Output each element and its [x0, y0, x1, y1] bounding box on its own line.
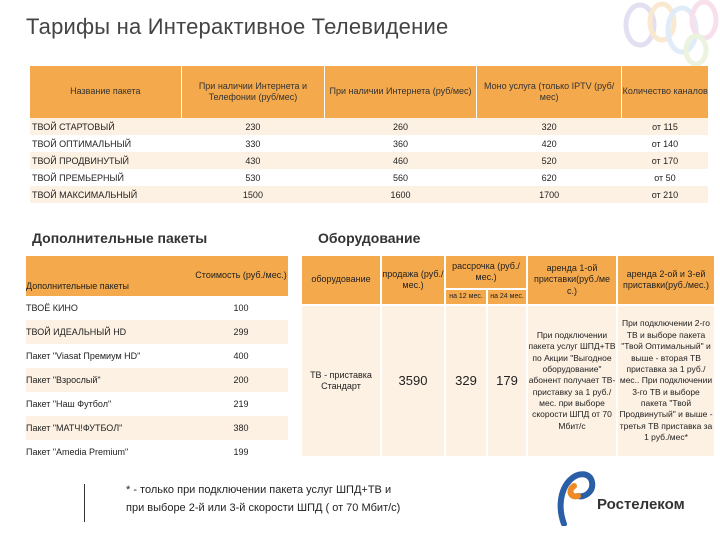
eq-header-12: на 12 мес. — [446, 290, 486, 304]
decorative-rings — [600, 0, 720, 70]
extra-name: Пакет "Amedia Premium" — [26, 440, 194, 464]
price-cell: 430 — [181, 152, 325, 169]
table-row — [26, 416, 288, 440]
extra-price: 400 — [194, 344, 288, 368]
table-row — [30, 169, 708, 186]
channels-cell: от 210 — [622, 186, 708, 203]
col-extra-name: Дополнительные пакеты — [26, 256, 194, 296]
extras-header-row — [26, 256, 288, 296]
package-name: ТВОЙ ПРЕМЬЕРНЫЙ — [30, 169, 181, 186]
table-row — [26, 392, 288, 416]
rostelecom-logo-icon — [556, 468, 596, 526]
price-cell: 560 — [325, 169, 477, 186]
table-row — [26, 344, 288, 368]
extra-name: Пакет "Наш Футбол" — [26, 392, 194, 416]
footnote-line-1: * - только при подключении пакета услуг ШПД+ТВ и — [126, 484, 392, 496]
price-cell: 530 — [181, 169, 325, 186]
table-row — [30, 118, 708, 135]
extra-price: 299 — [194, 320, 288, 344]
col-extra-price: Стоимость (руб./мес.) — [194, 256, 288, 296]
divider — [84, 484, 85, 522]
price-cell: 1600 — [325, 186, 477, 203]
price-cell: 230 — [181, 118, 325, 135]
channels-cell: от 140 — [622, 135, 708, 152]
channels-cell: от 115 — [622, 118, 708, 135]
col-mono: Моно услуга (только IPTV (руб/мес) — [476, 66, 622, 118]
eq-inst-12: 329 — [446, 306, 486, 456]
price-cell: 1700 — [476, 186, 622, 203]
package-name: ТВОЙ СТАРТОВЫЙ — [30, 118, 181, 135]
eq-header-installment: рассрочка (руб./мес.) — [446, 256, 526, 288]
price-cell: 260 — [325, 118, 477, 135]
extra-name: ТВОЙ ИДЕАЛЬНЫЙ HD — [26, 320, 194, 344]
price-cell: 360 — [325, 135, 477, 152]
price-cell: 520 — [476, 152, 622, 169]
package-name: ТВОЙ МАКСИМАЛЬНЫЙ — [30, 186, 181, 203]
table-row — [30, 135, 708, 152]
eq-header-rent1: аренда 1-ой приставки(руб./ме с.) — [528, 256, 616, 304]
package-name: ТВОЙ ОПТИМАЛЬНЫЙ — [30, 135, 181, 152]
equipment-heading: Оборудование — [318, 230, 421, 246]
col-package-name: Название пакета — [30, 66, 181, 118]
eq-sale: 3590 — [382, 306, 444, 456]
extra-name: Пакет "МАТЧ!ФУТБОЛ" — [26, 416, 194, 440]
eq-header-24: на 24 мес. — [488, 290, 526, 304]
price-cell: 620 — [476, 169, 622, 186]
table-row — [30, 152, 708, 169]
table-row — [30, 186, 708, 203]
table-row — [26, 368, 288, 392]
table-row — [26, 440, 288, 464]
tariff-table — [30, 66, 708, 203]
eq-header-rent23: аренда 2-ой и 3-ей приставки(руб./мес.) — [618, 256, 714, 304]
package-name: ТВОЙ ПРОДВИНУТЫЙ — [30, 152, 181, 169]
extra-price: 219 — [194, 392, 288, 416]
extra-name: Пакет "Viasat Премиум HD" — [26, 344, 194, 368]
extras-heading: Дополнительные пакеты — [32, 230, 208, 246]
page-title: Тарифы на Интерактивное Телевидение — [26, 14, 449, 39]
brand-name: Ростелеком — [597, 496, 685, 513]
footnote — [126, 482, 400, 517]
price-cell: 1500 — [181, 186, 325, 203]
price-cell: 320 — [476, 118, 622, 135]
price-cell: 330 — [181, 135, 325, 152]
table-row — [26, 320, 288, 344]
eq-rent23: При подключении 2-го ТВ и выборе пакета "Твой Оптимальный" и выше - вторая ТВ приставка за 1 руб./мес.. При подключении 3-го ТВ и выборе пакета "Твой Продвинутый" и выше - третья ТВ приставка за 1 руб./мес* — [618, 306, 714, 456]
col-internet: При наличии Интернета (руб/мес) — [325, 66, 477, 118]
eq-device: ТВ - приставка Стандарт — [302, 306, 380, 456]
col-channels: Количество каналов — [622, 66, 708, 118]
eq-inst-24: 179 — [488, 306, 526, 456]
footnote-line-2: при выборе 2-й или 3-й скорости ШПД ( от 70 Мбит/с) — [126, 501, 401, 514]
extra-price: 380 — [194, 416, 288, 440]
tariff-header-row — [30, 66, 708, 118]
eq-rent1: При подключении пакета услуг ШПД+ТВ по Акции "Выгодное оборудование" абонент получает ТВ-приставку за 1 руб./мес. при выборе скорости ШПД от 70 Мбит/с — [528, 306, 616, 456]
extras-table — [26, 256, 288, 464]
channels-cell: от 50 — [622, 169, 708, 186]
table-row — [26, 296, 288, 320]
price-cell: 460 — [325, 152, 477, 169]
col-internet-phone: При наличии Интернета и Телефонии (руб/мес) — [181, 66, 325, 118]
price-cell: 420 — [476, 135, 622, 152]
extra-price: 200 — [194, 368, 288, 392]
eq-header-device: оборудование — [302, 256, 380, 304]
extra-price: 199 — [194, 440, 288, 464]
extra-name: ТВОЁ КИНО — [26, 296, 194, 320]
extra-name: Пакет "Взрослый" — [26, 368, 194, 392]
channels-cell: от 170 — [622, 152, 708, 169]
extra-price: 100 — [194, 296, 288, 320]
eq-header-sale: продажа (руб./мес.) — [382, 256, 444, 304]
